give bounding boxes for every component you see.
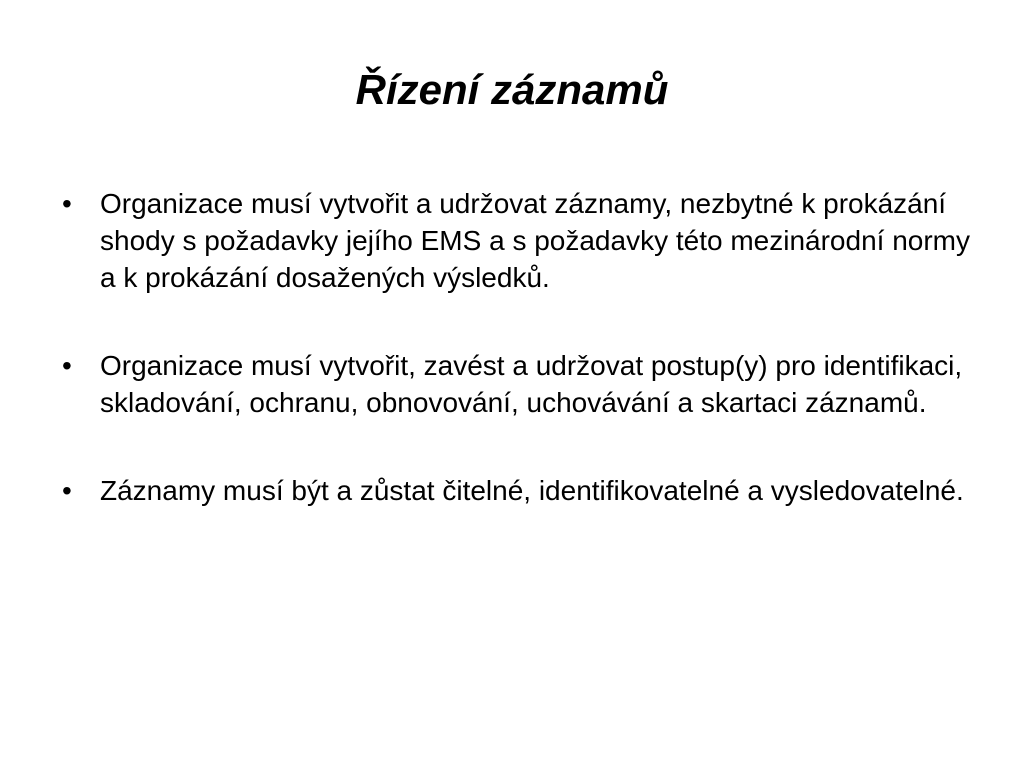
bullet-item <box>62 347 970 421</box>
bullet-text: Organizace musí vytvořit, zavést a udržovat postup(y) pro identifikaci, skladování, ochranu, obnovování, uchovávání a skartaci záznamů. <box>100 350 963 418</box>
bullet-text: Záznamy musí být a zůstat čitelné, identifikovatelné a vysledovatelné. <box>100 475 964 506</box>
bullet-icon: • <box>62 475 72 506</box>
bullet-icon: • <box>62 350 72 381</box>
slide-title: Řízení záznamů <box>355 66 669 113</box>
bullet-list <box>62 185 970 509</box>
bullet-item <box>62 185 970 296</box>
bullet-text: Organizace musí vytvořit a udržovat záznamy, nezbytné k prokázání shody s požadavky jejího EMS a s požadavky této mezinárodní normy a k prokázání dosažených výsledků. <box>100 188 970 293</box>
bullet-icon: • <box>62 188 72 219</box>
bullet-item <box>62 472 970 509</box>
